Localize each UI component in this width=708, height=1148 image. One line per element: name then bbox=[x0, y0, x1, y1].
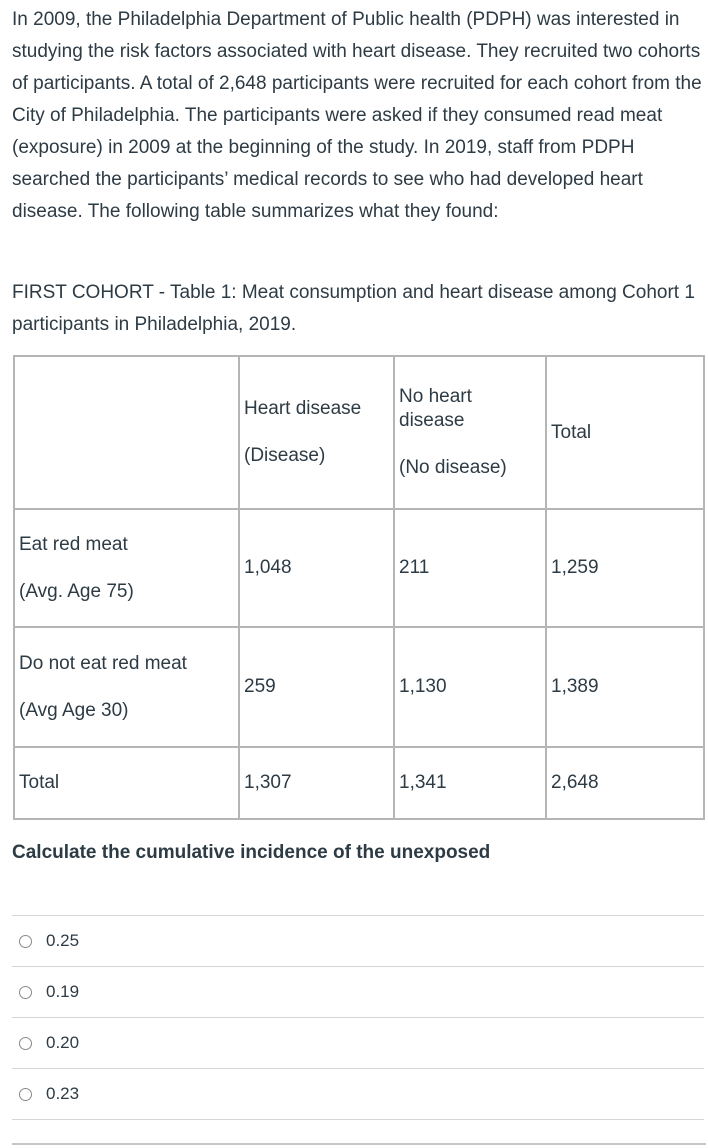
table-row bbox=[14, 627, 704, 747]
answer-list bbox=[12, 915, 704, 1120]
answer-option[interactable] bbox=[12, 1068, 704, 1120]
cell-total: 1,389 bbox=[546, 627, 704, 747]
cell-disease: 1,307 bbox=[239, 747, 394, 819]
header-total: Total bbox=[546, 356, 704, 509]
table-caption: FIRST COHORT - Table 1: Meat consumption and heart disease among Cohort 1 participants in Philadelphia, 2019. bbox=[12, 282, 695, 335]
question-prompt: Calculate the cumulative incidence of the unexposed bbox=[12, 842, 491, 863]
answer-label: 0.19 bbox=[46, 982, 80, 1001]
header-disease bbox=[239, 356, 394, 509]
header-disease-label: Heart disease bbox=[244, 398, 362, 419]
answer-option[interactable] bbox=[12, 966, 704, 1017]
header-no-disease-label: No heart disease bbox=[399, 386, 472, 431]
cell-no-disease: 1,341 bbox=[394, 747, 546, 819]
cell-disease: 1,048 bbox=[239, 509, 394, 627]
cell-no-disease: 1,130 bbox=[394, 627, 546, 747]
data-table bbox=[13, 355, 705, 820]
table-row bbox=[14, 509, 704, 627]
question-intro: In 2009, the Philadelphia Department of Public health (PDPH) was interested in studying the risk factors associated with heart disease. They recruited two cohorts of participants. A total of 2,648 participants were recruited for each cohort from the City of Philadelphia. The participants were asked if they consumed read meat (exposure) in 2009 at the beginning of the study. In 2019, staff from PDPH searched the participants’ medical records to see who had developed heart disease. The following table summarizes what they found: bbox=[12, 9, 702, 222]
answer-option[interactable] bbox=[12, 915, 704, 966]
radio-button[interactable] bbox=[19, 1037, 32, 1050]
header-disease-sub: (Disease) bbox=[244, 445, 326, 466]
radio-button[interactable] bbox=[19, 986, 32, 999]
answer-label: 0.20 bbox=[46, 1033, 80, 1052]
radio-button[interactable] bbox=[19, 935, 32, 948]
row-label: Do not eat red meat bbox=[19, 652, 187, 674]
row-label-cell bbox=[14, 509, 239, 627]
cell-disease: 259 bbox=[239, 627, 394, 747]
divider bbox=[12, 1143, 706, 1145]
answer-option[interactable] bbox=[12, 1017, 704, 1068]
answer-label: 0.25 bbox=[46, 931, 80, 950]
header-no-disease bbox=[394, 356, 546, 509]
cell-total: 1,259 bbox=[546, 509, 704, 627]
header-empty-cell bbox=[14, 356, 239, 509]
radio-button[interactable] bbox=[19, 1088, 32, 1101]
answer-label: 0.23 bbox=[46, 1084, 80, 1103]
table-row bbox=[14, 747, 704, 819]
cell-total: 2,648 bbox=[546, 747, 704, 819]
table-header-row bbox=[14, 356, 704, 509]
row-label-cell bbox=[14, 627, 239, 747]
row-label-cell: Total bbox=[14, 747, 239, 819]
header-no-disease-sub: (No disease) bbox=[399, 457, 507, 478]
row-label: Eat red meat bbox=[19, 533, 128, 555]
cell-no-disease: 211 bbox=[394, 509, 546, 627]
row-sub-label: (Avg Age 30) bbox=[19, 699, 129, 721]
row-sub-label: (Avg. Age 75) bbox=[19, 580, 134, 602]
